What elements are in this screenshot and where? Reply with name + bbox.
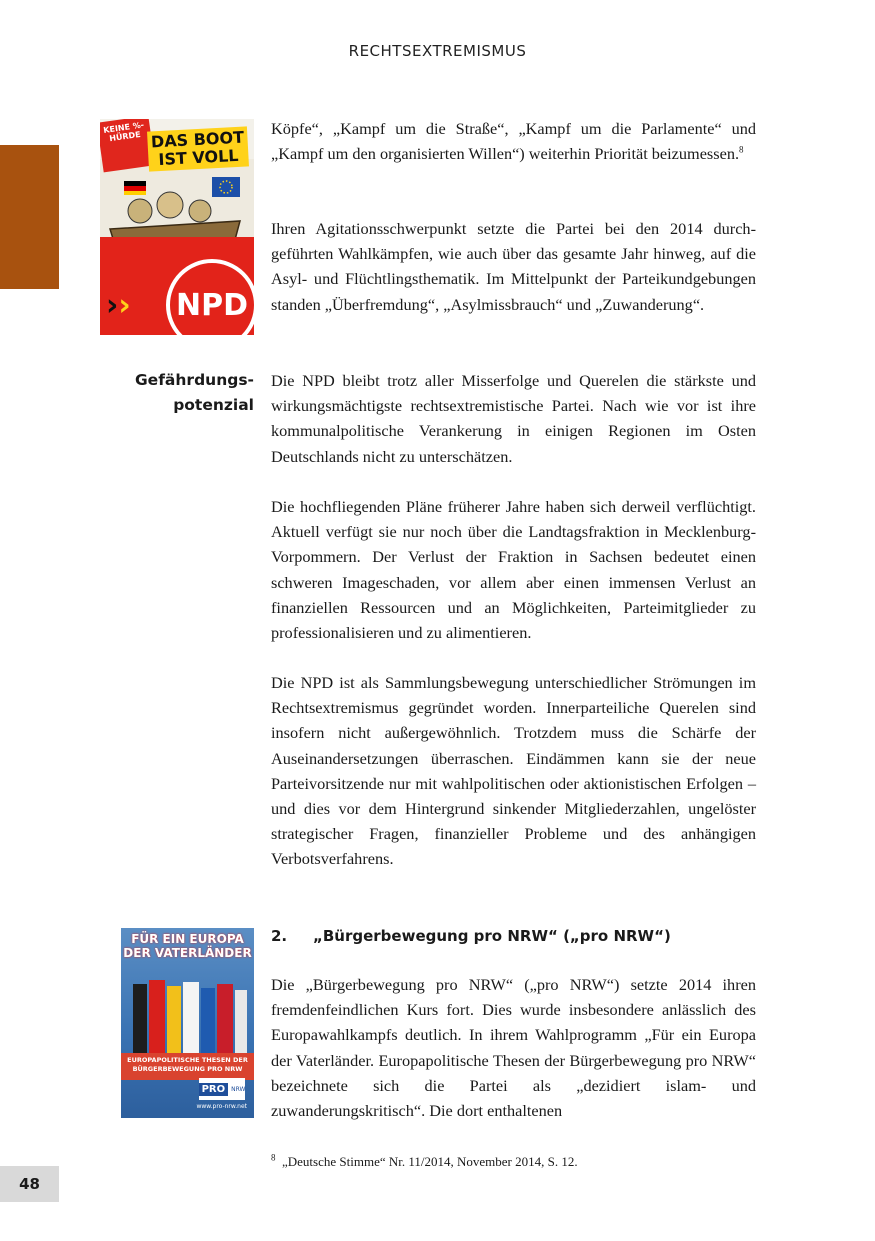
margin-heading-line1: Gefährdungs- — [134, 371, 254, 389]
section-title: „Bürgerbewegung pro NRW“ („pro NRW“) — [313, 927, 671, 945]
chevron-arrows-icon: ›› — [106, 288, 131, 323]
section-number: 2. — [271, 927, 288, 945]
paragraph-1 — [271, 116, 756, 166]
section-heading — [271, 924, 756, 948]
poster-subtitle-band: EUROPAPOLITISCHE THESEN DER BÜRGERBEWEGUNG PRO NRW — [121, 1053, 254, 1080]
poster-title: FÜR EIN EUROPA DER VATERLÄNDER — [123, 932, 252, 960]
pro-nrw-logo — [199, 1078, 245, 1100]
pro-nrw-poster-image — [121, 928, 254, 1118]
paragraph-6-text: Die „Bürgerbewegung pro NRW“ („pro NRW“) setzte 2014 ihren fremdenfeindlichen Kurs fort. Dies wurde insbesondere anlässlich des Europawahlkampfs deutlich. In ihrem Wahlprogramm „Für ein Europa der Vaterländer. Europapolitische Thesen der Bürgerbewegung pro NRW“ bezeichnete sich die Partei als „dezidiert islam- und zuwanderungskritisch“. Die dort enthaltenen — [271, 975, 756, 1121]
footnote-ref[interactable]: 8 — [739, 144, 744, 155]
paragraph-3-text: Die NPD bleibt trotz aller Misserfolge und Querelen die stärkste und wirkungsmächtigste rechtsextremistische Partei. Nach wie vor ist ihre kommunalpolitische Verankerung in einigen Regionen im Osten Deutschlands nicht zu unterschätzen. — [271, 371, 756, 466]
footnote-text: „Deutsche Stimme“ Nr. 11/2014, November 2014, S. 12. — [282, 1154, 578, 1169]
logo-nrw: NRW — [231, 1085, 246, 1093]
footnote-number: 8 — [271, 1152, 276, 1163]
paragraph-5 — [271, 670, 756, 872]
paragraph-2-text: Ihren Agitationsschwerpunkt setzte die Partei bei den 2014 durchgeführten Wahlkämpfen, wie auch über das gesamte Jahr hinweg, auf die Asyl- und Flüchtlingsthematik. Im Mittelpunkt der Parteikundgebungen standen „Überfremdung“, „Asylmissbrauch“ und „Zuwanderung“. — [271, 219, 756, 314]
poster-badge: KEINE %-HÜRDE — [100, 119, 155, 172]
paragraph-2 — [271, 216, 756, 317]
paragraph-6 — [271, 972, 756, 1123]
poster-flags-illustration — [125, 980, 250, 1060]
npd-logo: NPD — [166, 259, 254, 335]
paragraph-5-text: Die NPD ist als Sammlungsbewegung unterschiedlicher Strömungen im Rechtsextremismus gegründet worden. Innerparteiliche Querelen sind insofern nicht außergewöhnlich. Trotzdem muss die Schärfe der Auseinandersetzungen überraschen. Eindämmen kann sie der neue Parteivorsitzende nur mit wahlpolitischen oder aktionistischen Erfolgen – und dies vor dem Hintergrund sinkender Mitgliederzahlen, ungelöster strategischer Fragen, finanzieller Probleme und des anhängigen Verbotsverfahrens. — [271, 673, 756, 869]
npd-poster-image — [100, 119, 254, 335]
footnote — [271, 1153, 756, 1171]
paragraph-3 — [271, 368, 756, 469]
page-number: 48 — [0, 1166, 59, 1202]
margin-heading — [94, 368, 254, 418]
poster-title: DAS BOOT IST VOLL — [147, 126, 249, 171]
poster-url: www.pro-nrw.net — [196, 1103, 247, 1110]
paragraph-4-text: Die hochfliegenden Pläne früherer Jahre haben sich derweil verflüchtigt. Aktuell verfügt sie nur noch über die Landtagsfraktion in Mecklenburg-Vorpommern. Der Verlust der Fraktion in Sachsen bedeutet einen schweren Imageschaden, vor allem aber einen immensen Verlust an finanziellen Ressourcen und an Möglichkeiten, Parteimitglieder zu professionalisieren und zu alimentieren. — [271, 497, 756, 643]
running-header: RECHTSEXTREMISMUS — [348, 42, 527, 60]
chapter-tab-marker — [0, 145, 59, 289]
paragraph-1-text: Köpfe“, „Kampf um die Straße“, „Kampf um die Parlamente“ und „Kampf um den organisierten Willen“) weiterhin Priorität beizumessen. — [271, 119, 756, 164]
margin-heading-line2: potenzial — [173, 396, 254, 414]
logo-pro: PRO — [199, 1083, 229, 1096]
paragraph-4 — [271, 494, 756, 645]
